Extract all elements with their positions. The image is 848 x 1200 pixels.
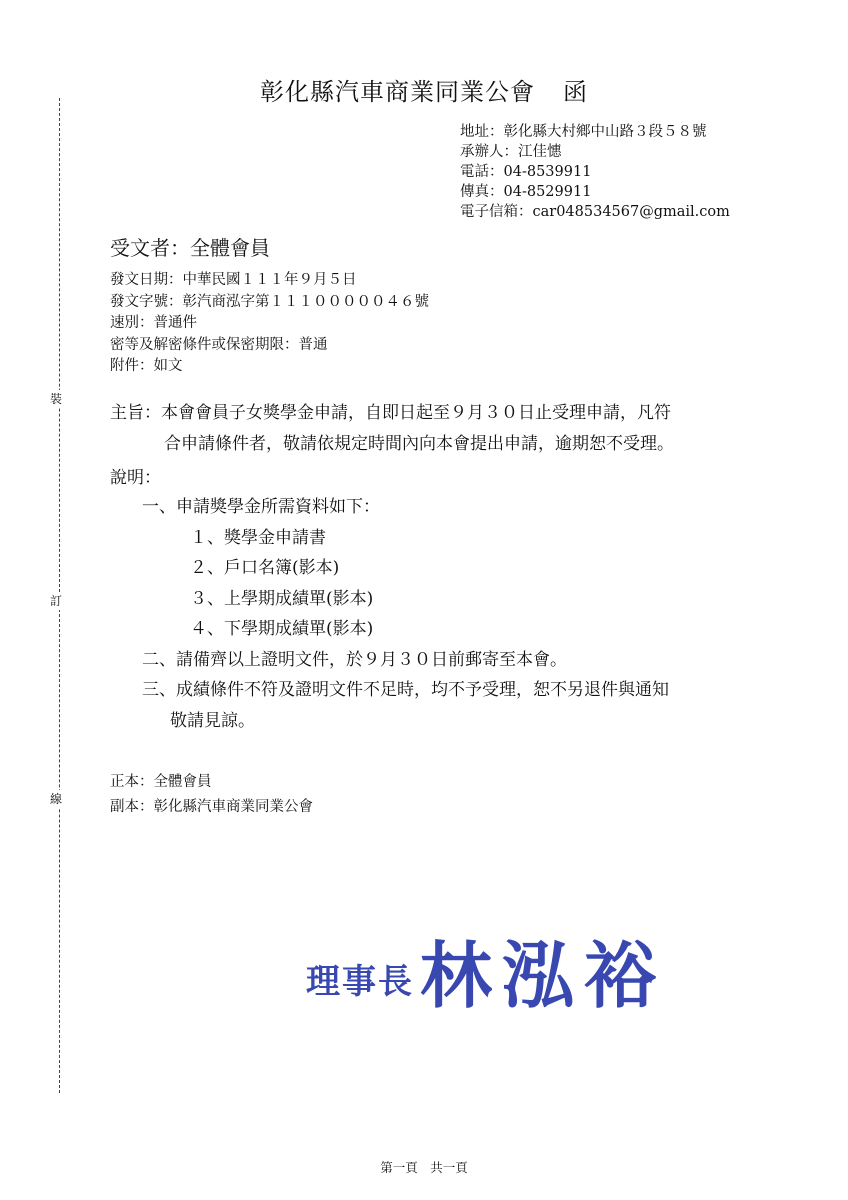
subject-block bbox=[110, 398, 790, 460]
sub-item: ２、戶口名簿(影本) bbox=[190, 558, 340, 578]
binding-mark-ding: 訂 bbox=[50, 594, 63, 608]
explanation-item-1: 一、申請獎學金所需資料如下： bbox=[142, 497, 380, 517]
document-title bbox=[0, 72, 848, 107]
recipient: 受文者：全體會員 bbox=[110, 236, 270, 260]
contact-email: 電子信箱：car048534567@gmail.com bbox=[460, 204, 730, 220]
speed-class: 速別：普通件 bbox=[110, 315, 197, 331]
contact-address: 地址：彰化縣大村鄉中山路３段５８號 bbox=[460, 124, 707, 140]
signature-title: 理事長 bbox=[306, 962, 414, 1002]
page-footer: 第一頁 共一頁 bbox=[380, 1160, 468, 1175]
explanation-items bbox=[142, 492, 802, 736]
original-recipient: 正本：全體會員 bbox=[110, 774, 212, 790]
sub-item: ４、下學期成績單(影本) bbox=[190, 619, 374, 639]
sub-item: ３、上學期成績單(影本) bbox=[190, 588, 374, 609]
contact-fax: 傳真：04-8529911 bbox=[460, 184, 592, 200]
binding-mark-zhuang: 裝 bbox=[50, 392, 63, 406]
attachment: 附件：如文 bbox=[110, 358, 183, 374]
subject-line-1: 主旨：本會會員子女獎學金申請，自即日起至９月３０日止受理申請，凡符 bbox=[110, 403, 671, 423]
meta-block bbox=[110, 270, 429, 378]
confidentiality: 密等及解密條件或保密期限：普通 bbox=[110, 336, 328, 353]
signature-name: 林泓裕 bbox=[420, 934, 667, 1018]
subject-line-2: 合申請條件者，敬請依規定時間內向本會提出申請，逾期恕不受理。 bbox=[164, 434, 674, 454]
doc-type: 函 bbox=[563, 78, 588, 106]
explanation-item-3-cont: 敬請見諒。 bbox=[170, 710, 255, 731]
issue-date: 發文日期：中華民國１１１年９月５日 bbox=[110, 272, 357, 288]
binding-mark-xian: 線 bbox=[50, 792, 63, 806]
document-number: 發文字號：彰汽商泓字第１１１０００００４６號 bbox=[110, 293, 429, 310]
sub-item: １、獎學金申請書 bbox=[190, 527, 326, 548]
contact-block bbox=[460, 122, 730, 222]
signature-stamp bbox=[306, 918, 666, 1022]
contact-phone: 電話：04-8539911 bbox=[460, 164, 592, 180]
cc-recipient: 副本：彰化縣汽車商業同業公會 bbox=[110, 799, 313, 815]
explanation-label: 說明： bbox=[110, 468, 161, 488]
copies-block bbox=[110, 770, 313, 820]
explanation-item-3: 三、成績條件不符及證明文件不足時，均不予受理，恕不另退件與通知 bbox=[142, 680, 669, 700]
explanation-item-2: 二、請備齊以上證明文件，於９月３０日前郵寄至本會。 bbox=[142, 649, 567, 670]
contact-handler: 承辦人：江佳憓 bbox=[460, 144, 562, 160]
org-name: 彰化縣汽車商業同業公會 bbox=[260, 78, 535, 106]
